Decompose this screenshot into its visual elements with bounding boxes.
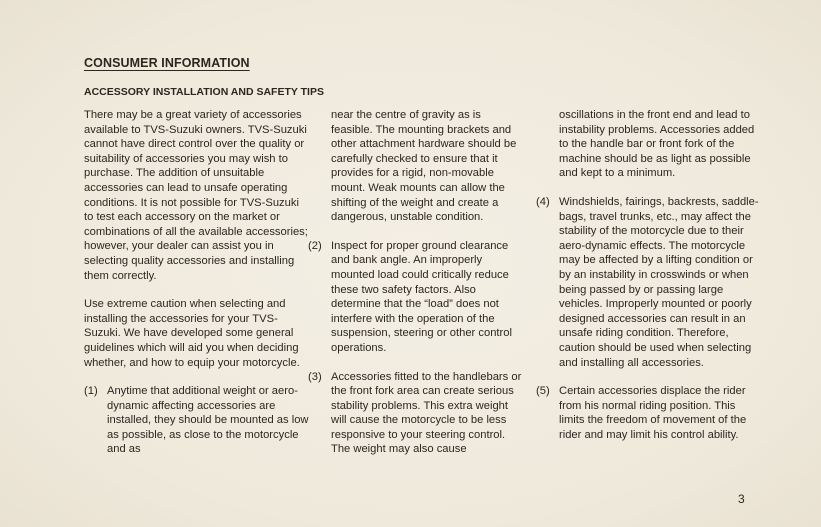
list-item-text: Windshields, fairings, backrests, saddle-bags, travel trunks, etc., may affect the stability of the motorcycle due to their aero-dynamic effects. The motorcycle may be affected by a lifting condition or by an instability in crosswinds or when being passed by or passing large vehicles. Improperly mounted or poorly designed accessories can result in an unsafe riding condition. Therefore, caution should be used when selecting and installing all accessories. — [559, 195, 759, 369]
list-item-number: (3) — [308, 370, 322, 383]
list-item-3-continued: oscillations in the front end and lead to instability problems. Accessories added to the handle bar or front fork of the machine should be as light as possible and kept to a minimum. — [559, 109, 755, 180]
list-item-text: Inspect for proper ground clearance and bank angle. An improperly mounted load could critically reduce these two safety factors. Also determine that the “load” does not interfere with the operation of the suspension, steering or other control operations. — [331, 239, 512, 354]
list-item-1-continued: near the centre of gravity as is feasible. The mounting brackets and other attachment hardware should be carefully checked to ensure that it provides for a rigid, non-movable mount. Weak mounts can allow the shifting of the weight and create a dangerous, unstable condition. — [331, 109, 517, 224]
page-number: 3 — [738, 492, 745, 506]
list-item-number: (5) — [536, 385, 550, 398]
list-item-5 — [536, 384, 761, 442]
list-item-text: Certain accessories displace the rider from his normal riding position. This limits the freedom of movement of the rider and may limit his control ability. — [559, 385, 747, 441]
list-item-text: Accessories fitted to the handlebars or the front fork area can create serious stability problems. This extra weight will cause the motorcycle to be less responsive to your steering control. The weight may also cause — [331, 370, 522, 456]
list-item-number: (4) — [536, 195, 550, 208]
section-subheading: ACCESSORY INSTALLATION AND SAFETY TIPS — [84, 86, 324, 98]
list-item-2 — [308, 239, 523, 356]
list-item-number: (1) — [84, 385, 98, 398]
column-3 — [536, 108, 761, 456]
list-item-1 — [84, 384, 309, 457]
column-2 — [308, 108, 523, 471]
intro-paragraph-1: There may be a great variety of accessories available to TVS-Suzuki owners. TVS-Suzuki cannot have direct control over the quality or suitability of accessories you may wish to purchase. The addition of unsuitable accessories can lead to unsafe operating conditions. It is not possible for TVS-Suzuki to test each accessory on the market or combinations of all the available accessories; however, your dealer can assist you in selecting quality accessories and installing them correctly. — [84, 109, 308, 282]
list-item-3 — [308, 370, 523, 458]
column-1 — [84, 108, 309, 471]
list-item-number: (2) — [308, 239, 322, 252]
intro-paragraph-2: Use extreme caution when selecting and installing the accessories for your TVS-Suzuki. We have developed some general guidelines which will aid you when deciding whether, and how to equip your motorcycle. — [84, 298, 300, 369]
page-heading: CONSUMER INFORMATION — [84, 56, 250, 70]
list-item-text: Anytime that additional weight or aero-dynamic affecting accessories are installed, they should be mounted as low as possible, as close to the motorcycle and as — [107, 385, 309, 456]
list-item-4 — [536, 195, 761, 370]
